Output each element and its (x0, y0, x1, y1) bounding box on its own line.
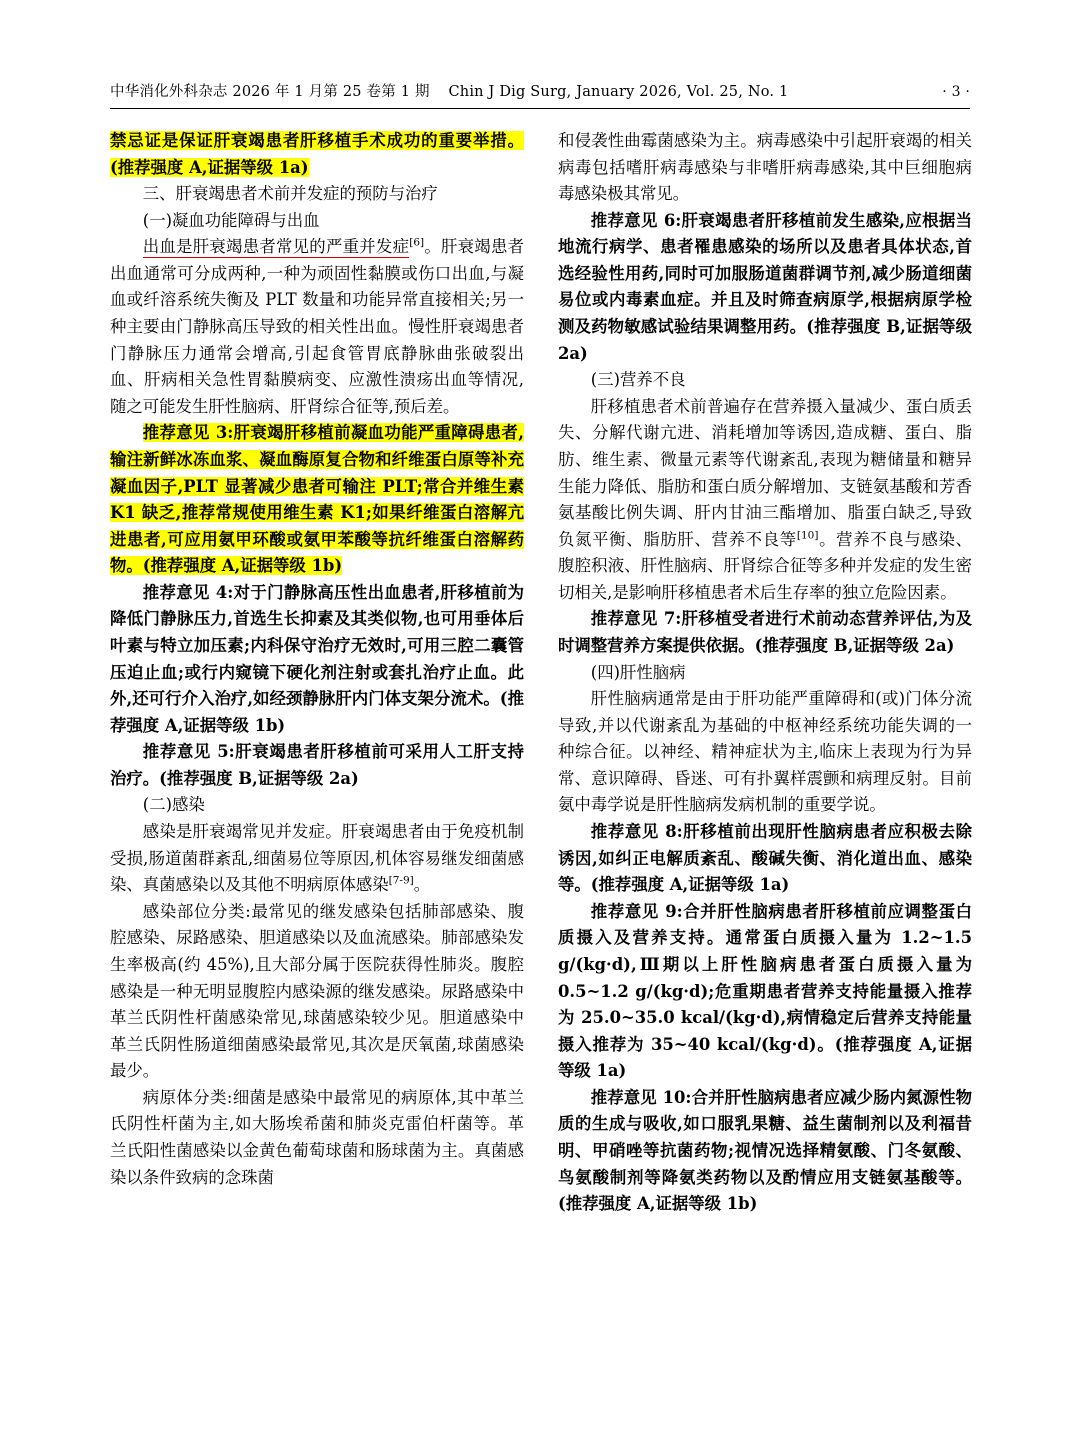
recommendation-4: 推荐意见 4:对于门静脉高压性出血患者,肝移植前为降低门静脉压力,首选生长抑素及其类似物,也可用垂体后叶素与特立加压素;内科保守治疗无效时,可用三腔二囊管压迫止血;或行内窥镜下硬化剂注射或套扎治疗止血。此外,还可行介入治疗,如经颈静脉肝内门体支架分流术。(推荐强度 A,证据等级 1b) (110, 582, 524, 735)
subheading-infection: (二)感染 (142, 795, 205, 815)
left-column (110, 128, 524, 1395)
recommendation-10: 推荐意见 10:合并肝性脑病患者应减少肠内氮源性物质的生成与吸收,如口服乳果糖、益生菌制剂以及利福昔明、甲硝唑等抗菌药物;视情况选择精氨酸、门冬氨酸、鸟氨酸制剂等降氨类药物以及酌情应用支链氨基酸等。(推荐强度 A,证据等级 1b) (558, 1087, 972, 1214)
recommendation-9: 推荐意见 9:合并肝性脑病患者肝移植前应调整蛋白质摄入及营养支持。通常蛋白质摄入量为 1.2~1.5 g/(kg·d),Ⅲ期以上肝性脑病患者蛋白质摄入量为 0.5~1.2 g/(kg·d);危重期患者营养支持能量摄入推荐为 25.0~35.0 kcal/(kg·d),病情稳定后营养支持能量摄入推荐为 35~40 kcal/(kg·d)。(推荐强度 A,证据等级 1a) (558, 901, 972, 1081)
paragraph-malnutrition (558, 394, 972, 607)
subheading-malnutrition: (三)营养不良 (590, 370, 686, 390)
paragraph-bleeding-rest: 。肝衰竭患者出血通常可分成两种,一种为顽固性黏膜或伤口出血,与凝血或纤溶系统失衡及 PLT 数量和功能异常直接相关;另一种主要由门静脉高压导致的相关性出血。慢性肝衰竭患者门静脉压力通常会增高,引起食管胃底静脉曲张破裂出血、肝病相关急性胃黏膜病变、应激性溃疡出血等情况,随之可能发生肝性脑病、肝肾综合征等,预后差。 (110, 237, 525, 416)
paragraph-infection-text: 感染是肝衰竭常见并发症。肝衰竭患者由于免疫机制受损,肠道菌群紊乱,细菌易位等原因,机体容易继发细菌感染、真菌感染以及其他不明病原体感染 (110, 822, 524, 895)
recommendation-7: 推荐意见 7:肝移植受者进行术前动态营养评估,为及时调整营养方案提供依据。(推荐强度 B,证据等级 2a) (558, 609, 972, 655)
paragraph-pathogens-continued: 和侵袭性曲霉菌感染为主。病毒感染中引起肝衰竭的相关病毒包括嗜肝病毒感染与非嗜肝病毒感染,其中巨细胞病毒感染极其常见。 (558, 131, 972, 204)
citation-10: [10] (796, 529, 819, 542)
paragraph-malnutrition-text: 肝移植患者术前普遍存在营养摄入量减少、蛋白质丢失、分解代谢亢进、消耗增加等诱因,造成糖、蛋白、脂肪、维生素、微量元素等代谢紊乱,表现为糖储量和糖异生能力降低、脂肪和蛋白质分解增加、支链氨基酸和芳香氨基酸比例失调、肝内甘油三酯增加、脂蛋白缺乏,导致负氮平衡、脂肪肝、营养不良等 (558, 396, 972, 549)
recommendation-3 (110, 420, 524, 579)
header-journal-cn: 中华消化外科杂志 2026 年 1 月第 25 卷第 1 期 (110, 84, 430, 100)
heading-section-three: 三、肝衰竭患者术前并发症的预防与治疗 (142, 184, 438, 204)
recommendation-6: 推荐意见 6:肝衰竭患者肝移植前发生感染,应根据当地流行病学、患者罹患感染的场所以及患者具体状态,首选经验性用药,同时可加服肠道菌群调节剂,减少肠道细菌易位或内毒素血症。并且及时筛查病原学,根据病原学检测及药物敏感试验结果调整用药。(推荐强度 B,证据等级 2a) (558, 210, 972, 363)
page-number: · 3 · (942, 84, 970, 100)
paragraph-infection-end: 。 (413, 875, 431, 895)
page-header (110, 80, 970, 101)
underlined-sentence: 出血是肝衰竭患者常见的严重并发症 (142, 237, 410, 257)
header-journal-en: Chin J Dig Surg, January 2026, Vol. 25, No. 1 (448, 84, 789, 100)
paragraph-contraindication (110, 128, 524, 181)
citation-7-9: [7-9] (388, 874, 414, 887)
paragraph-hepatic-encephalopathy: 肝性脑病通常是由于肝功能严重障碍和(或)门体分流导致,并以代谢紊乱为基础的中枢神经系统功能失调的一种综合征。以神经、精神症状为主,临床上表现为行为异常、意识障碍、昏迷、可有扑翼样震颤和病理反射。目前氨中毒学说是肝性脑病发病机制的重要学说。 (558, 689, 972, 815)
article-body (110, 128, 972, 1395)
subheading-hepatic-encephalopathy: (四)肝性脑病 (590, 662, 686, 682)
paragraph-pathogens: 病原体分类:细菌是感染中最常见的病原体,其中革兰氏阴性杆菌为主,如大肠埃希菌和肺炎克雷伯杆菌等。革兰氏阳性菌感染以金黄色葡萄球菌和肠球菌为主。真菌感染以条件致病的念珠菌 (110, 1087, 524, 1187)
recommendation-5: 推荐意见 5:肝衰竭患者肝移植前可采用人工肝支持治疗。(推荐强度 B,证据等级 2a) (110, 742, 524, 788)
highlight-recommendation-3: 推荐意见 3:肝衰竭肝移植前凝血功能严重障碍患者,输注新鲜冰冻血浆、凝血酶原复合物和纤维蛋白原等补充凝血因子,PLT 显著减少患者可输注 PLT;常合并维生素 K1 缺乏,推荐常规使用维生素 K1;如果纤维蛋白溶解亢进患者,可应用氨甲环酸或氨甲苯酸等抗纤维蛋白溶解药物。(推荐强度 A,证据等级 1b) (110, 423, 524, 576)
header-divider (110, 108, 970, 109)
paragraph-infection-sites: 感染部位分类:最常见的继发感染包括肺部感染、腹腔感染、尿路感染、胆道感染以及血流感染。肺部感染发生率极高(约 45%),且大部分属于医院获得性肺炎。腹腔感染是一种无明显腹腔内感染源的继发感染。尿路感染中革兰氏阴性杆菌感染常见,球菌感染较少见。胆道感染中革兰氏阴性肠道细菌感染最常见,其次是厌氧菌,球菌感染最少。 (110, 901, 524, 1081)
subheading-coagulation: (一)凝血功能障碍与出血 (142, 210, 320, 230)
paragraph-bleeding (110, 234, 524, 420)
citation-6: [6] (409, 236, 425, 249)
paragraph-infection-intro (110, 819, 524, 899)
recommendation-8: 推荐意见 8:肝移植前出现肝性脑病患者应积极去除诱因,如纠正电解质紊乱、酸碱失衡、消化道出血、感染等。(推荐强度 A,证据等级 1a) (558, 822, 972, 895)
paragraph-malnutrition-end: 。营养不良与感染、腹腔积液、肝性脑病、肝肾综合征等多种并发症的发生密切相关,是影响肝移植患者术后生存率的独立危险因素。 (558, 529, 972, 602)
highlight-contraindication: 禁忌证是保证肝衰竭患者肝移植手术成功的重要举措。(推荐强度 A,证据等级 1a) (110, 131, 524, 177)
right-column (558, 128, 972, 1395)
header-journal-info (110, 80, 788, 101)
